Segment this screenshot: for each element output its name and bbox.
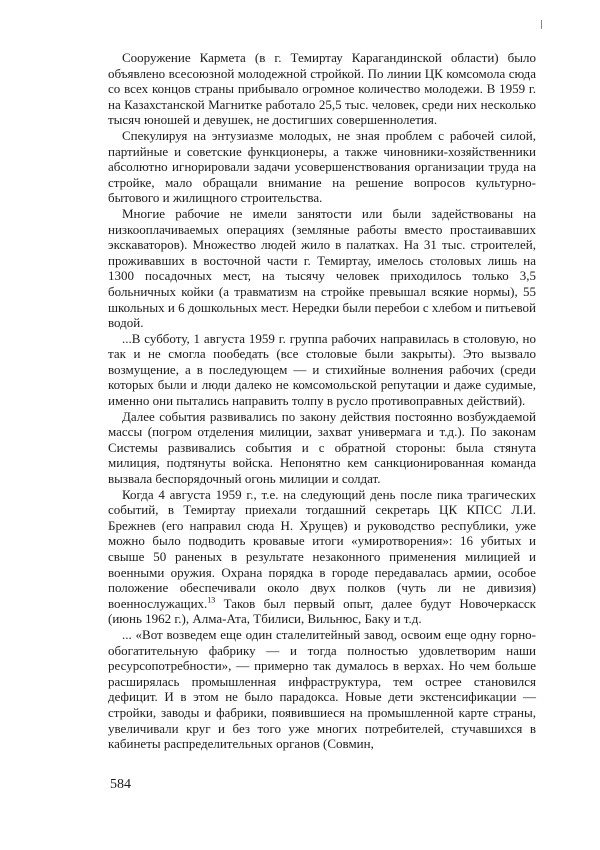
paragraph-5: Далее события развивались по закону действия постоянно возбуждаемой массы (погром отделения милиции, захват универмага и т.д.). По законам Системы развивались события и с обратной стороны: была стянута милиция, подтянуты войска. Непонятно кем санкционированная команда вызвала беспорядочный огонь милиции и солдат. xyxy=(108,408,536,487)
paragraph-3: Многие рабочие не имели занятости или были задействованы на низкооплачиваемых операциях (земляные работы вместо простаивавших экскаваторов). Множество людей жило в палатках. На 31 тыс. строителей, проживавших в восточной части г. Темиртау, имелось столовых лишь на 1300 посадочных мест, на тысячу человек приходилось только 3,5 больничных койки (а травматизм на стройке превышал всякие нормы), 55 школьных и 6 дошкольных мест. Нередки были перебои с хлебом и питьевой водой. xyxy=(108,205,536,331)
paragraph-6-tail: Таков был первый опыт, далее будут Новочеркасск (июнь 1962 г.), Алма-Ата, Тбилиси, Вильнюс, Баку и т.д. xyxy=(108,595,536,627)
body-text xyxy=(108,50,536,752)
paragraph-6-main: Когда 4 августа 1959 г., т.е. на следующий день после пика трагических событий, в Темиртау приехали тогдашний секретарь ЦК КПСС Л.И. Брежнев (его направил сюда Н. Хрущев) и руководство республики, уже можно было подводить кровавые итоги «умиротворения»: 16 убитых и свыше 50 раненых в результате незаконного применения милицией и военными оружия. Охрана порядка в городе передавалась армии, особое положение обеспечивали около двух полков (чуть ли не дивизия) военнослужащих. xyxy=(108,486,536,611)
paragraph-7: ... «Вот возведем еще один сталелитейный завод, освоим еще одну горно-обогатительную фабрику — и тогда полностью удовлетворим наши ресурсопотребности», — примерно так думалось в верхах. Но чем больше расширялась промышленная инфраструктура, тем острее становился дефицит. И в этом не было парадокса. Новые дети экстенсификации — стройки, заводы и фабрики, появившиеся на промышленной карте страны, увеличивали круг и без того уже многих потребителей, стучавшихся в кабинеты распределительных органов (Совмин, xyxy=(108,626,536,752)
footnote-reference[interactable]: 13 xyxy=(207,595,216,605)
paragraph-4: ...В субботу, 1 августа 1959 г. группа рабочих направилась в столовую, но так и не смогла пообедать (все столовые были закрыты). Это вызвало возмущение, а в последующем — и стихийные волнения рабочих (среди которых были и люди далеко не комсомольской репутации и даже судимые, именно они пытались направить толпу в русло противоправных действий). xyxy=(108,330,536,409)
paragraph-2: Спекулируя на энтузиазме молодых, не зная проблем с рабочей силой, партийные и советские функционеры, а также чиновники-хозяйственники абсолютно игнорировали задачи усовершенствования организации труда на стройке, мало обращали внимание на решение вопросов культурно-бытового и жилищного строительства. xyxy=(108,127,536,206)
paragraph-1: Сооружение Кармета (в г. Темиртау Карагандинской области) было объявлено всесоюзной молодежной стройкой. По линии ЦК комсомола сюда со всех концов страны прибывало огромное количество молодежи. В 1959 г. на Казахстанской Магнитке работало 25,5 тыс. человек, среди них несколько тысяч юношей и девушек, не достигших совершеннолетия. xyxy=(108,50,536,128)
paragraph-6 xyxy=(108,487,536,627)
scan-edge-mark xyxy=(541,20,542,29)
page-number: 584 xyxy=(110,777,131,792)
